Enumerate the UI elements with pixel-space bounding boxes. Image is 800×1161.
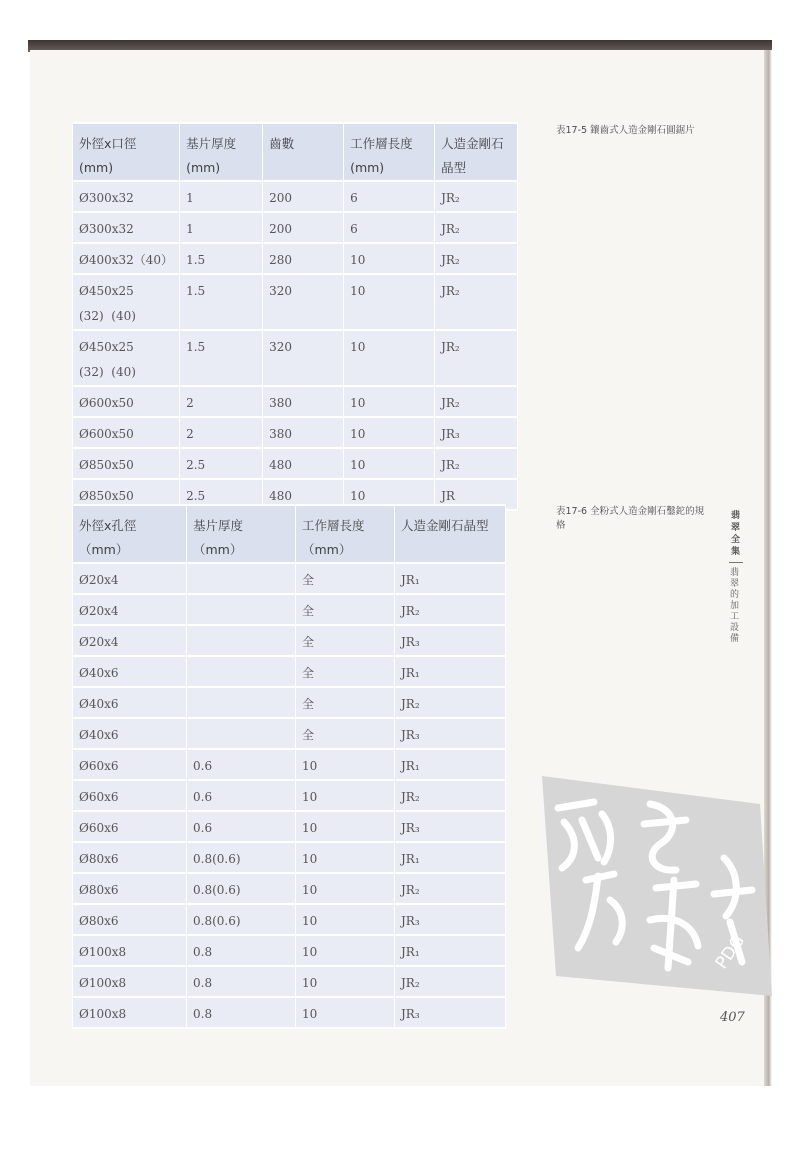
table-cell: JR₁ bbox=[395, 843, 505, 872]
table-cell: JR₂ bbox=[435, 387, 517, 416]
header-base-thickness: 基片厚度 （mm） bbox=[187, 506, 295, 562]
table-cell: Ø80x6 bbox=[73, 905, 186, 934]
table-cell: JR₃ bbox=[435, 418, 517, 447]
table-cell: Ø600x50 bbox=[73, 387, 179, 416]
table-cell: 320 bbox=[263, 331, 343, 385]
table-cell: 1 bbox=[180, 213, 262, 242]
table-cell: 10 bbox=[296, 812, 394, 841]
table-cell: 280 bbox=[263, 244, 343, 273]
table-cell: 全 bbox=[296, 626, 394, 655]
table-row bbox=[73, 244, 517, 273]
table-cell: 0.8(0.6) bbox=[187, 874, 295, 903]
table-row bbox=[73, 564, 505, 593]
table-cell: Ø300x32 bbox=[73, 213, 179, 242]
table-cell: Ø40x6 bbox=[73, 688, 186, 717]
running-head bbox=[726, 510, 746, 644]
table-cell: 6 bbox=[344, 182, 434, 211]
header-tooth-count: 齒數 bbox=[263, 124, 343, 180]
table-cell: Ø60x6 bbox=[73, 812, 186, 841]
table-row bbox=[73, 750, 505, 779]
table-cell: 480 bbox=[263, 449, 343, 478]
table-cell: 0.8(0.6) bbox=[187, 905, 295, 934]
table-cell: 0.8 bbox=[187, 936, 295, 965]
table-header-row bbox=[73, 124, 517, 180]
header-diamond-grade: 人造金剛石晶型 bbox=[395, 506, 505, 562]
table-cell: 380 bbox=[263, 387, 343, 416]
table-cell: 全 bbox=[296, 595, 394, 624]
table-cell: 10 bbox=[296, 936, 394, 965]
table-cell: Ø20x4 bbox=[73, 595, 186, 624]
table-row bbox=[73, 905, 505, 934]
table-17-6-chisel-specs bbox=[72, 504, 506, 1029]
table-cell: 全 bbox=[296, 719, 394, 748]
table-cell: Ø100x8 bbox=[73, 998, 186, 1027]
seal-watermark bbox=[528, 762, 778, 1010]
table-cell: 2 bbox=[180, 418, 262, 447]
running-head-book-title: 翡翠全集 bbox=[729, 510, 739, 558]
table-cell: JR bbox=[435, 480, 517, 509]
table-row bbox=[73, 967, 505, 996]
table-cell bbox=[187, 719, 295, 748]
table-cell: Ø60x6 bbox=[73, 750, 186, 779]
table-header-row bbox=[73, 506, 505, 562]
table-row bbox=[73, 182, 517, 211]
table-cell: Ø450x25 (32) (40) bbox=[73, 275, 179, 329]
table-cell: 6 bbox=[344, 213, 434, 242]
table-cell: Ø40x6 bbox=[73, 657, 186, 686]
table-cell: 10 bbox=[296, 967, 394, 996]
table-row bbox=[73, 688, 505, 717]
table-cell: Ø850x50 bbox=[73, 449, 179, 478]
table-cell: JR₃ bbox=[395, 626, 505, 655]
table-17-5-circular-saw-blades bbox=[72, 122, 518, 511]
table-cell: 10 bbox=[344, 331, 434, 385]
table-cell: 1.5 bbox=[180, 331, 262, 385]
table-row bbox=[73, 843, 505, 872]
table-cell: 全 bbox=[296, 564, 394, 593]
table-cell: JR₁ bbox=[395, 564, 505, 593]
running-head-divider bbox=[729, 562, 743, 563]
table-cell: JR₂ bbox=[395, 781, 505, 810]
table-cell: JR₂ bbox=[435, 275, 517, 329]
table-cell: JR₂ bbox=[395, 688, 505, 717]
table-cell: 1.5 bbox=[180, 275, 262, 329]
table-cell: 200 bbox=[263, 213, 343, 242]
table-cell: Ø300x32 bbox=[73, 182, 179, 211]
header-working-layer-length: 工作層長度 （mm） bbox=[296, 506, 394, 562]
table-cell: 10 bbox=[344, 387, 434, 416]
table-cell: 10 bbox=[296, 998, 394, 1027]
table-cell: JR₁ bbox=[395, 936, 505, 965]
table-cell: 10 bbox=[344, 275, 434, 329]
table-cell bbox=[187, 564, 295, 593]
header-working-layer-length: 工作層長度 (mm) bbox=[344, 124, 434, 180]
seal-watermark-text: PDG bbox=[711, 931, 750, 973]
table-row bbox=[73, 595, 505, 624]
table-row bbox=[73, 213, 517, 242]
table-cell: Ø850x50 bbox=[73, 480, 179, 509]
page-number: 407 bbox=[720, 1010, 745, 1025]
table-cell: JR₂ bbox=[395, 874, 505, 903]
table-cell: Ø80x6 bbox=[73, 874, 186, 903]
table-row bbox=[73, 626, 505, 655]
header-outer-diameter-hole: 外徑x孔徑 （mm） bbox=[73, 506, 186, 562]
table-cell: 0.6 bbox=[187, 750, 295, 779]
table-row bbox=[73, 874, 505, 903]
table-cell: Ø400x32（40） bbox=[73, 244, 179, 273]
table-row bbox=[73, 418, 517, 447]
table-cell: JR₂ bbox=[435, 331, 517, 385]
table-cell: JR₁ bbox=[395, 657, 505, 686]
table-cell: 10 bbox=[344, 418, 434, 447]
table-row bbox=[73, 936, 505, 965]
table-cell: Ø600x50 bbox=[73, 418, 179, 447]
table-row bbox=[73, 331, 517, 385]
table-cell: 10 bbox=[344, 244, 434, 273]
table-cell: Ø80x6 bbox=[73, 843, 186, 872]
table-row bbox=[73, 657, 505, 686]
table-cell: 10 bbox=[344, 449, 434, 478]
table-cell: 0.6 bbox=[187, 781, 295, 810]
table-cell: JR₂ bbox=[435, 213, 517, 242]
table-row bbox=[73, 812, 505, 841]
table-cell: JR₃ bbox=[395, 998, 505, 1027]
table-cell: Ø20x4 bbox=[73, 626, 186, 655]
table-cell: JR₂ bbox=[435, 244, 517, 273]
header-base-thickness: 基片厚度 (mm) bbox=[180, 124, 262, 180]
table-cell: JR₃ bbox=[395, 905, 505, 934]
table-cell: JR₂ bbox=[435, 182, 517, 211]
table-cell: 0.8 bbox=[187, 967, 295, 996]
table-cell bbox=[187, 595, 295, 624]
table-cell: Ø40x6 bbox=[73, 719, 186, 748]
table-cell: 380 bbox=[263, 418, 343, 447]
table-cell: JR₃ bbox=[395, 812, 505, 841]
table-cell: 2 bbox=[180, 387, 262, 416]
table-cell: Ø100x8 bbox=[73, 967, 186, 996]
table-cell: 10 bbox=[296, 843, 394, 872]
table-cell: JR₁ bbox=[395, 750, 505, 779]
table-17-6-caption: 表17-6 全粉式人造金剛石鑿鉈的規格 bbox=[556, 506, 705, 531]
table-cell: 全 bbox=[296, 657, 394, 686]
table-cell bbox=[187, 657, 295, 686]
table-cell: Ø450x25 (32) (40) bbox=[73, 331, 179, 385]
table-cell: JR₂ bbox=[435, 449, 517, 478]
table-row bbox=[73, 449, 517, 478]
table-cell: JR₃ bbox=[395, 719, 505, 748]
table-row bbox=[73, 275, 517, 329]
table-row bbox=[73, 998, 505, 1027]
running-head-chapter-title: 翡翠的加工設備 bbox=[728, 567, 738, 644]
table-cell: 0.8(0.6) bbox=[187, 843, 295, 872]
table-cell: 480 bbox=[263, 480, 343, 509]
table-cell: 10 bbox=[296, 781, 394, 810]
table-cell bbox=[187, 626, 295, 655]
header-diamond-grade: 人造金剛石 晶型 bbox=[435, 124, 517, 180]
table-cell: 1 bbox=[180, 182, 262, 211]
table-cell: 0.8 bbox=[187, 998, 295, 1027]
table-cell: 0.6 bbox=[187, 812, 295, 841]
table-cell: 10 bbox=[344, 480, 434, 509]
table-cell: 2.5 bbox=[180, 449, 262, 478]
table-cell bbox=[187, 688, 295, 717]
table-17-5-caption: 表17-5 鑲齒式人造金剛石圓鋸片 bbox=[556, 125, 695, 136]
table-cell: 2.5 bbox=[180, 480, 262, 509]
table-cell: 10 bbox=[296, 905, 394, 934]
table-cell: Ø60x6 bbox=[73, 781, 186, 810]
table-row bbox=[73, 387, 517, 416]
table-row bbox=[73, 781, 505, 810]
table-cell: Ø20x4 bbox=[73, 564, 186, 593]
table-cell: JR₂ bbox=[395, 595, 505, 624]
table-cell: 320 bbox=[263, 275, 343, 329]
table-cell: JR₂ bbox=[395, 967, 505, 996]
header-outer-diameter-bore: 外徑x口徑 (mm) bbox=[73, 124, 179, 180]
table-cell: 10 bbox=[296, 750, 394, 779]
table-cell: 200 bbox=[263, 182, 343, 211]
table-row bbox=[73, 719, 505, 748]
table-cell: 10 bbox=[296, 874, 394, 903]
table-cell: Ø100x8 bbox=[73, 936, 186, 965]
table-cell: 1.5 bbox=[180, 244, 262, 273]
table-cell: 全 bbox=[296, 688, 394, 717]
